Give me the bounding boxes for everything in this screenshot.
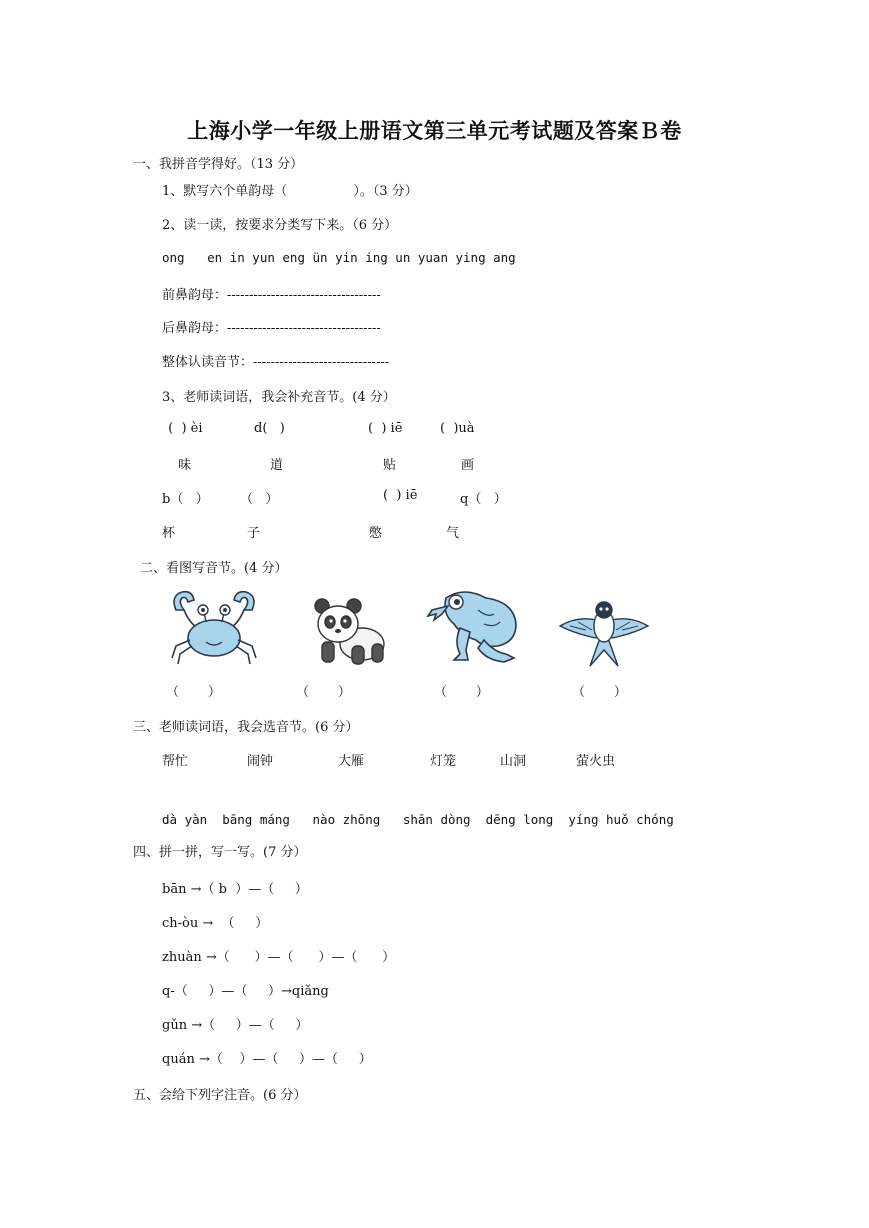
section2-heading: 二、看图写音节。(4 分） <box>140 561 288 576</box>
crab-icon <box>166 588 262 668</box>
section5-heading: 五、会给下列字注音。(6 分） <box>133 1088 307 1103</box>
row1-blank-1: ( ) èi <box>164 421 203 436</box>
row4-char-4: 气 <box>446 526 460 541</box>
row1-blank-3: ( ) iē <box>368 421 403 436</box>
row4-char-3: 憋 <box>369 526 383 541</box>
row2-char-2: 道 <box>270 458 284 473</box>
word-2: 闹钟 <box>247 754 274 769</box>
panda-icon <box>312 596 388 668</box>
section1-heading: 一、我拼音学得好。（13 分） <box>133 157 304 172</box>
frog-icon <box>424 588 520 668</box>
word-3: 大雁 <box>338 754 365 769</box>
row2-char-4: 画 <box>461 458 475 473</box>
picture-blank-1: （ ） <box>166 685 221 700</box>
q3-text: 3、老师读词语，我会补充音节。(4 分） <box>162 390 396 405</box>
row1-blank-4: ( )uà <box>440 421 475 436</box>
picture-blank-2: （ ） <box>296 685 351 700</box>
spell-line-1: bān →（ b ）—（ ） <box>162 882 308 897</box>
swallow-kite-icon <box>556 598 652 670</box>
row3-blank-4: q（ ） <box>460 492 507 507</box>
row4-char-1: 杯 <box>162 526 176 541</box>
word-4: 灯笼 <box>430 754 457 769</box>
spell-line-4: q-（ ）—（ ）→qiǎng <box>162 984 329 999</box>
q2-text: 2、读一读，按要求分类写下来。（6 分） <box>162 218 398 233</box>
row3-blank-3: ( ) iē <box>383 488 418 503</box>
front-nasal-line: 前鼻韵母：----------------------------------- <box>162 288 381 303</box>
spell-line-2: ch-òu → （ ） <box>162 916 269 931</box>
pinyin-choices: dà yàn bāng máng nào zhōng shān dòng dēng long yíng huǒ chóng <box>162 812 674 827</box>
whole-syllable-line: 整体认读音节：------------------------------- <box>162 355 390 370</box>
row4-char-2: 子 <box>247 526 261 541</box>
spell-line-5: gǔn →（ ）—（ ） <box>162 1018 309 1033</box>
picture-blank-4: （ ） <box>572 685 627 700</box>
spell-line-6: quán →（ ）—（ ）—（ ） <box>162 1052 372 1067</box>
back-nasal-line: 后鼻韵母：----------------------------------- <box>162 321 381 336</box>
word-6: 萤火虫 <box>576 754 616 769</box>
spell-line-3: zhuàn →（ ）—（ ）—（ ） <box>162 950 396 965</box>
picture-blank-3: （ ） <box>434 685 489 700</box>
row2-char-1: 味 <box>178 458 192 473</box>
row3-blank-2: （ ） <box>240 492 279 507</box>
page-title: 上海小学一年级上册语文第三单元考试题及答案Ｂ卷 <box>187 118 682 143</box>
row2-char-3: 贴 <box>383 458 397 473</box>
section3-heading: 三、老师读词语，我会选音节。(6 分） <box>133 720 359 735</box>
row1-blank-2: d( ) <box>254 421 285 436</box>
word-5: 山洞 <box>500 754 527 769</box>
syllable-list: ong en in yun eng ün yin ing un yuan ying ang <box>162 250 516 265</box>
row3-blank-1: b（ ） <box>162 492 209 507</box>
word-1: 帮忙 <box>162 754 189 769</box>
section4-heading: 四、拼一拼，写一写。(7 分） <box>133 845 307 860</box>
q1-text: 1、默写六个单韵母（ ）。（3 分） <box>162 184 418 199</box>
